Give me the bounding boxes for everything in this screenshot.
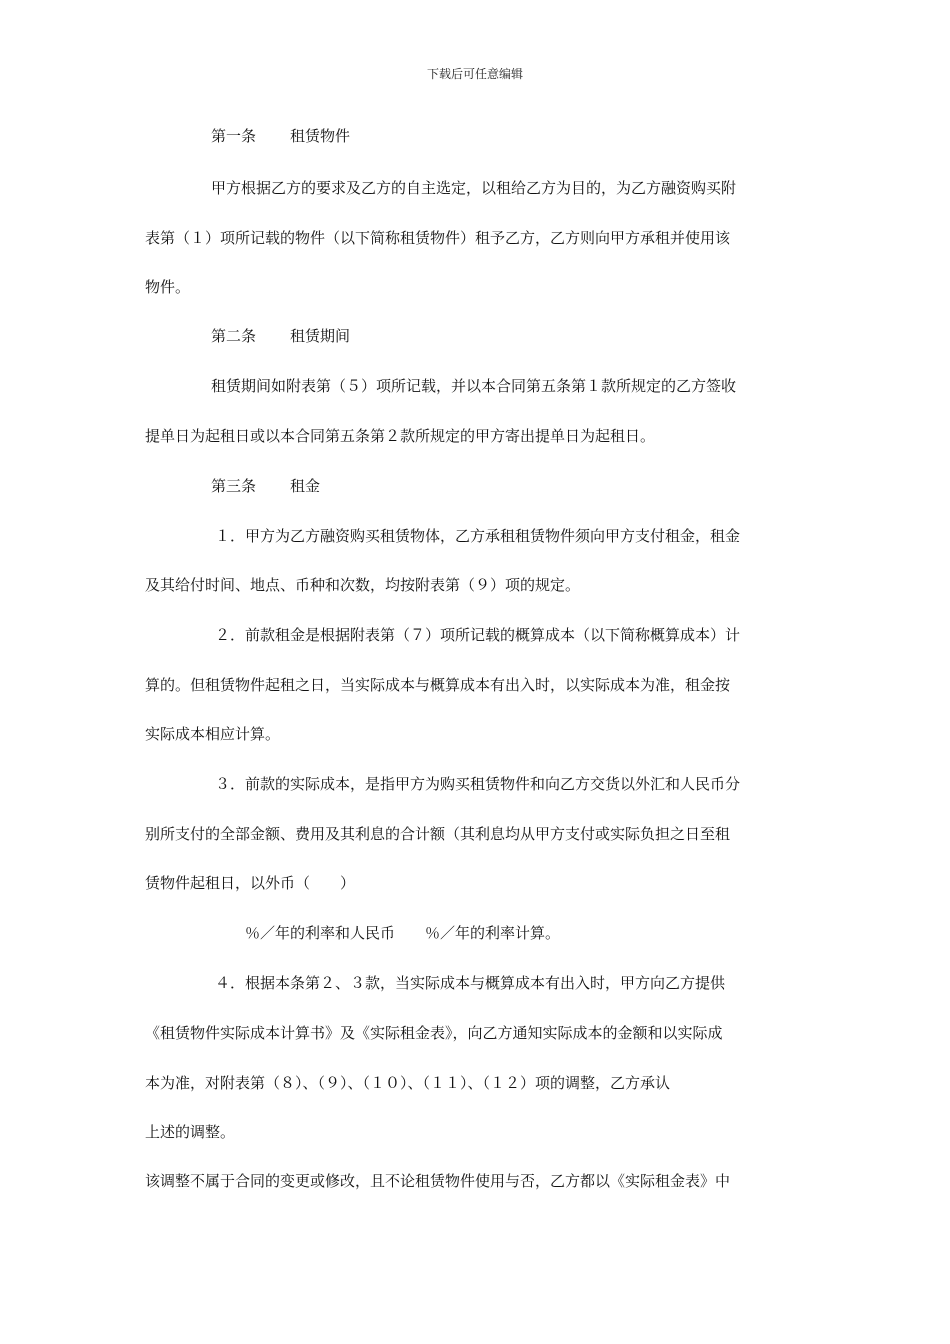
- article-3-title: 租金: [290, 477, 321, 495]
- paragraph-line: 上述的调整。: [145, 1123, 236, 1141]
- paragraph-line: １．甲方为乙方融资购买租赁物体，乙方承租租赁物件须向甲方支付租金，租金: [215, 527, 741, 545]
- paragraph-line: 该调整不属于合同的变更或修改，且不论租赁物件使用与否，乙方都以《实际租金表》中: [145, 1172, 731, 1190]
- paragraph-line: 本为准，对附表第（８）、（９）、（１０）、（１１）、（１２）项的调整，乙方承认: [145, 1074, 671, 1092]
- article-2-number: 第二条: [211, 327, 257, 345]
- article-3-number: 第三条: [211, 477, 257, 495]
- paragraph-line: 及其给付时间、地点、币种和次数，均按附表第（９）项的规定。: [145, 576, 581, 594]
- paragraph-line: 提单日为起租日或以本合同第五条第２款所规定的甲方寄出提单日为起租日。: [145, 427, 656, 445]
- paragraph-line: ３．前款的实际成本，是指甲方为购买租赁物件和向乙方交货以外汇和人民币分: [215, 775, 741, 793]
- paragraph-line: ２．前款租金是根据附表第（７）项所记载的概算成本（以下简称概算成本）计: [215, 626, 741, 644]
- paragraph-line: 算的。但租赁物件起租之日，当实际成本与概算成本有出入时，以实际成本为准，租金按: [145, 676, 731, 694]
- paragraph-line: 实际成本相应计算。: [145, 725, 281, 743]
- paragraph-line: ４．根据本条第２、３款，当实际成本与概算成本有出入时，甲方向乙方提供: [215, 974, 726, 992]
- paragraph-line: 别所支付的全部金额、费用及其利息的合计额（其利息均从甲方支付或实际负担之日至租: [145, 825, 731, 843]
- page-header: 下载后可任意编辑: [426, 67, 523, 81]
- paragraph-line: 甲方根据乙方的要求及乙方的自主选定，以租给乙方为目的，为乙方融资购买附: [211, 179, 737, 197]
- article-3-heading: [211, 474, 320, 499]
- paragraph-line: 《租赁物件实际成本计算书》及《实际租金表》，向乙方通知实际成本的金额和以实际成: [145, 1024, 723, 1042]
- paragraph-line: 租赁期间如附表第（５）项所记载，并以本合同第五条第１款所规定的乙方签收: [211, 377, 737, 395]
- paragraph-line: 表第（１）项所记载的物件（以下简称租赁物件）租予乙方，乙方则向甲方承租并使用该: [145, 229, 731, 247]
- article-1-heading: [211, 124, 350, 149]
- paragraph-line: ％／年的利率和人民币 ％／年的利率计算。: [245, 924, 561, 942]
- article-1-number: 第一条: [211, 127, 257, 145]
- article-2-title: 租赁期间: [290, 327, 351, 345]
- paragraph-line: 赁物件起租日，以外币（ ）: [145, 874, 356, 892]
- article-1-title: 租赁物件: [290, 127, 351, 145]
- article-2-heading: [211, 324, 350, 349]
- paragraph-line: 物件。: [145, 278, 191, 296]
